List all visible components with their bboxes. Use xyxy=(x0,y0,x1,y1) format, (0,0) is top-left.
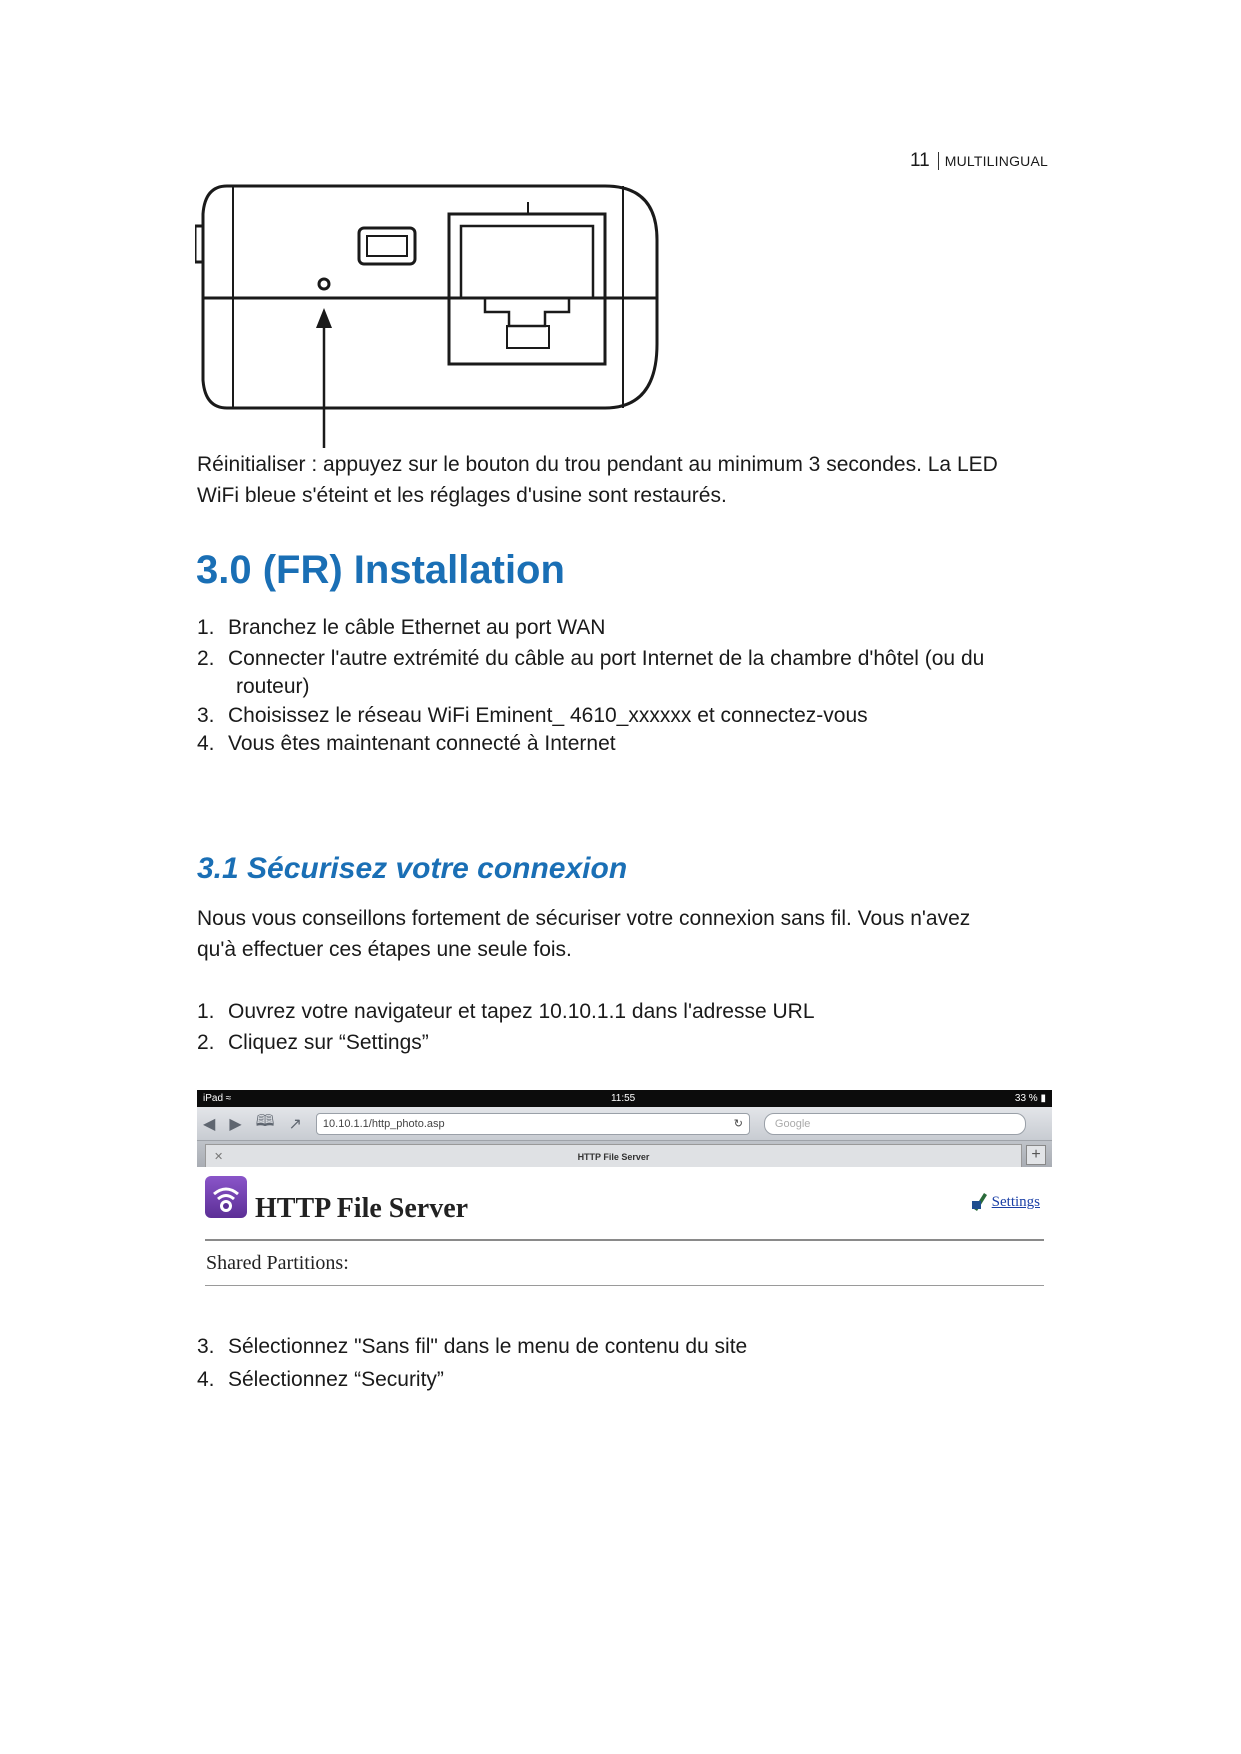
list-item: 1. Branchez le câble Ethernet au port WAN xyxy=(197,616,606,639)
app-title: HTTP File Server xyxy=(255,1193,469,1224)
address-bar[interactable] xyxy=(316,1113,750,1135)
battery-indicator: 33 % ▮ xyxy=(1014,1093,1046,1104)
back-icon[interactable]: ◀ xyxy=(203,1115,216,1133)
browser-toolbar xyxy=(197,1107,1052,1141)
ios-status-bar xyxy=(197,1090,1052,1107)
ethernet-port-frame xyxy=(449,214,605,364)
forward-icon[interactable]: ▶ xyxy=(229,1115,242,1133)
list-item: 4. Vous êtes maintenant connecté à Internet xyxy=(197,732,616,755)
browser-tab[interactable] xyxy=(205,1144,1022,1168)
status-time: 11:55 xyxy=(610,1093,636,1104)
list-item: 4. Sélectionnez “Security” xyxy=(197,1368,444,1391)
tab-bar xyxy=(197,1141,1052,1167)
page-content xyxy=(197,1167,1052,1305)
divider xyxy=(205,1285,1044,1286)
secure-heading: 3.1 Sécurisez votre connexion xyxy=(197,852,628,885)
ethernet-latch xyxy=(507,326,549,348)
secure-intro: Nous vous conseillons fortement de sécuriser votre connexion sans fil. Vous n'avez qu'à effectuer ces étapes une seule fois. xyxy=(197,907,971,961)
usb-port-inner xyxy=(367,236,407,256)
browser-screenshot xyxy=(197,1090,1052,1305)
wifi-icon: ≈ xyxy=(225,1093,232,1104)
reset-paragraph xyxy=(197,449,1057,511)
header-separator xyxy=(938,152,939,170)
list-item: 3. Choisissez le réseau WiFi Eminent_ 4610_xxxxxx et connectez-vous xyxy=(197,704,868,727)
share-icon[interactable]: ↗ xyxy=(288,1115,302,1133)
list-item: 2. Cliquez sur “Settings” xyxy=(197,1031,429,1054)
reset-hole xyxy=(319,279,329,289)
installation-heading: 3.0 (FR) Installation xyxy=(196,548,565,592)
reset-line-1: Réinitialiser : appuyez sur le bouton du trou pendant au minimum 3 secondes. La LED xyxy=(197,453,998,476)
reset-arrow-head xyxy=(316,308,332,328)
close-tab-icon[interactable]: ✕ xyxy=(214,1151,224,1163)
tab-title: HTTP File Server xyxy=(577,1151,650,1162)
list-item: 2. Connecter l'autre extrémité du câble au port Internet de la chambre d'hôtel (ou du routeur) xyxy=(197,647,985,698)
secure-steps-a xyxy=(197,996,1057,1058)
settings-icon xyxy=(971,1189,989,1211)
list-item: 1. Ouvrez votre navigateur et tapez 10.10.1.1 dans l'adresse URL xyxy=(197,1000,815,1023)
page-header xyxy=(910,150,1048,172)
list-item: 3. Sélectionnez "Sans fil" dans le menu de contenu du site xyxy=(197,1335,748,1358)
battery-icon: ▮ xyxy=(1040,1093,1046,1104)
settings-link[interactable]: Settings xyxy=(971,1189,1040,1211)
installation-steps xyxy=(197,614,1057,758)
device-label: iPad ≈ xyxy=(203,1093,232,1104)
secure-steps-b xyxy=(197,1330,1057,1396)
url-text: 10.10.1.1/http_photo.asp xyxy=(322,1117,445,1130)
page-number: 11 xyxy=(909,150,930,171)
device-reset-illustration xyxy=(195,180,675,450)
reset-line-2: WiFi bleue s'éteint et les réglages d'usine sont restaurés. xyxy=(197,484,727,507)
bookmarks-icon[interactable]: 🕮 xyxy=(255,1113,275,1130)
header-label: MULTILINGUAL xyxy=(944,153,1048,169)
search-input[interactable]: Google xyxy=(764,1113,1026,1135)
shared-partitions-label: Shared Partitions: xyxy=(206,1252,349,1274)
new-tab-button[interactable]: + xyxy=(1026,1145,1046,1165)
ethernet-socket xyxy=(461,226,593,326)
divider xyxy=(205,1239,1044,1241)
wifi-app-icon xyxy=(205,1176,247,1218)
reload-icon[interactable]: ↻ xyxy=(733,1118,743,1130)
side-switch xyxy=(195,226,203,262)
